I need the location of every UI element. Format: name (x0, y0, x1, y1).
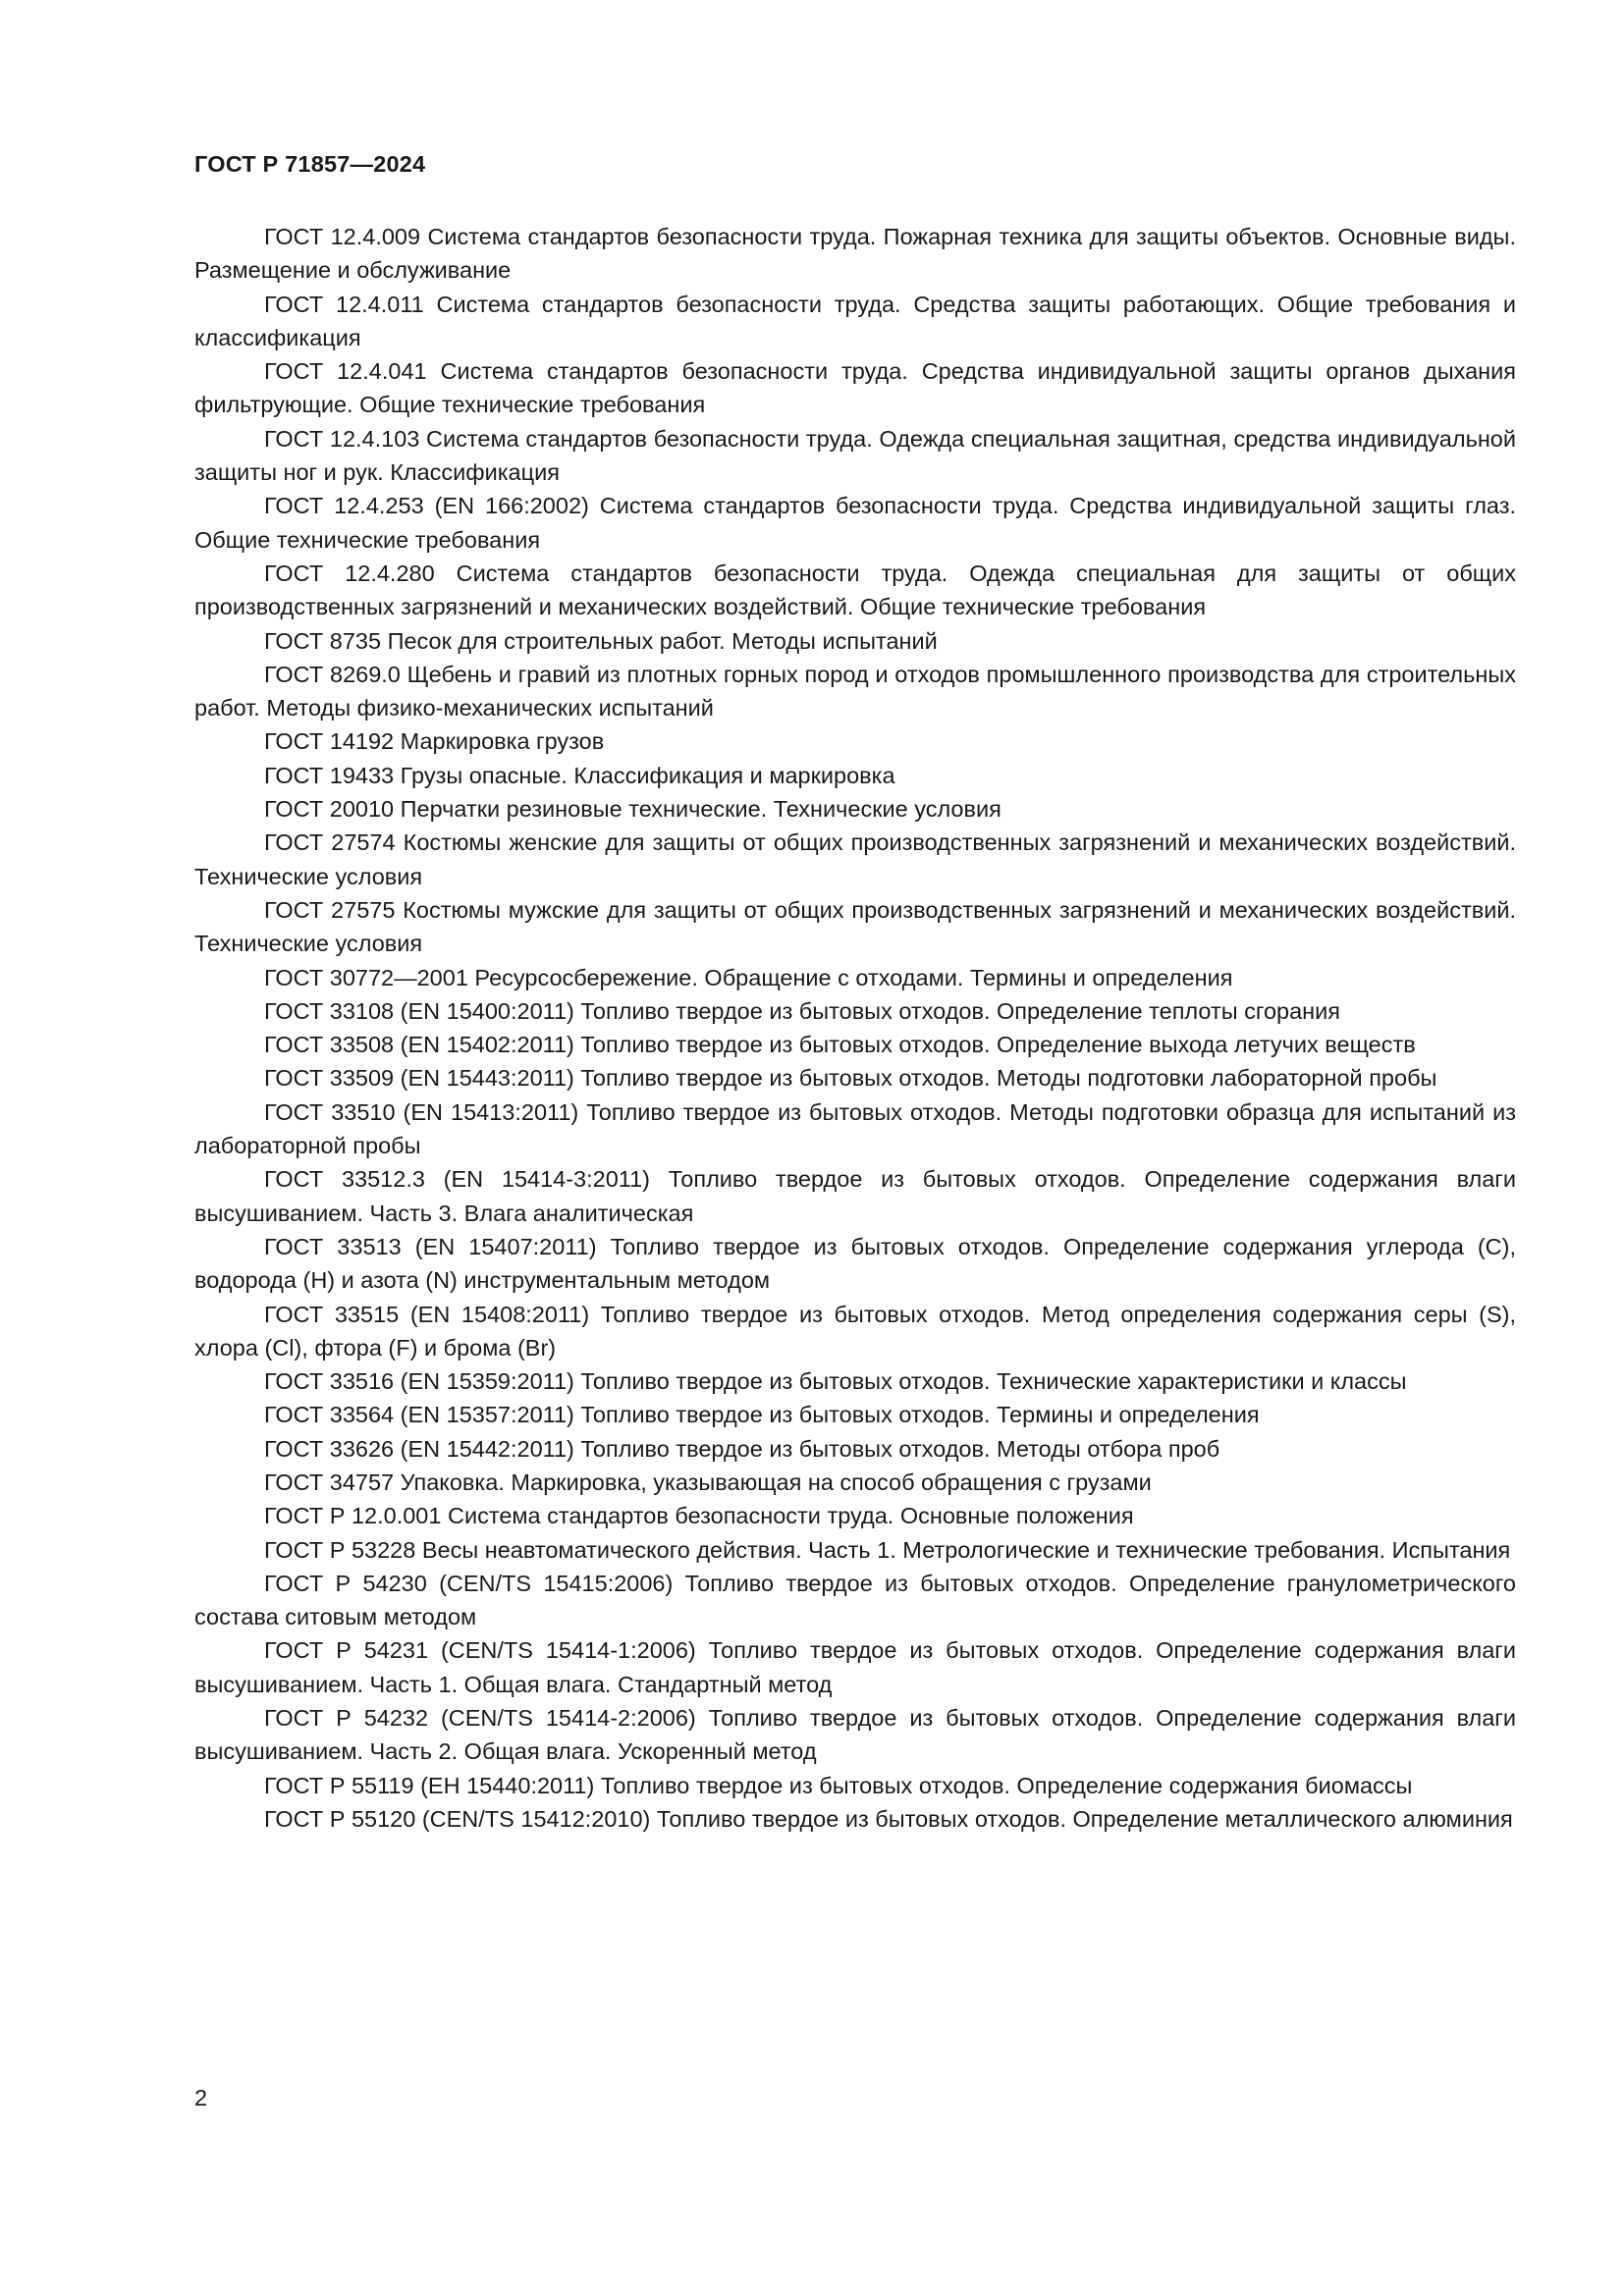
reference-entry (194, 792, 1516, 826)
reference-code: ГОСТ 33516 (EN 15359:2011) (264, 1368, 574, 1395)
reference-title: Перчатки резиновые технические. Технические условия (400, 796, 1001, 823)
reference-entry (194, 1701, 1516, 1769)
reference-entry (194, 826, 1516, 893)
reference-code: ГОСТ 33108 (EN 15400:2011) (264, 997, 574, 1024)
reference-title: Топливо твердое из бытовых отходов. Определение содержания влаги высушиванием. Часть 2. Общая влага. Ускоренный метод (194, 1705, 1516, 1765)
reference-code: ГОСТ 33510 (EN 15413:2011) (264, 1098, 579, 1125)
reference-code: ГОСТ 12.4.011 (264, 291, 424, 317)
reference-title: Система стандартов безопасности труда. Пожарная техника для защиты объектов. Основные виды. Размещение и обслуживание (194, 224, 1516, 284)
page-number: 2 (194, 2085, 208, 2110)
reference-title: Топливо твердое из бытовых отходов. Методы подготовки образца для испытаний из лабораторной пробы (194, 1098, 1516, 1159)
reference-entry (194, 759, 1516, 792)
reference-code: ГОСТ 8269.0 (264, 661, 401, 687)
reference-title: Топливо твердое из бытовых отходов. Метод определения содержания серы (S), хлора (Cl), фтора (F) и брома (Br) (194, 1301, 1517, 1361)
reference-entry (194, 658, 1516, 725)
reference-title: Топливо твердое из бытовых отходов. Методы подготовки лабораторной пробы (580, 1065, 1437, 1092)
reference-entry (194, 1162, 1516, 1230)
reference-title: Топливо твердое из бытовых отходов. Определение гранулометрического состава ситовым методом (194, 1570, 1516, 1630)
reference-entry (194, 354, 1516, 422)
reference-code: ГОСТ Р 55119 (ЕН 15440:2011) (264, 1772, 595, 1798)
reference-entry (194, 1769, 1516, 1802)
reference-title: Топливо твердое из бытовых отходов. Определение содержания биомассы (600, 1772, 1413, 1798)
reference-entry (194, 1499, 1516, 1532)
reference-code: ГОСТ 33515 (EN 15408:2011) (264, 1301, 590, 1327)
reference-code: ГОСТ 12.4.253 (EN 166:2002) (264, 493, 589, 519)
reference-code: ГОСТ Р 54231 (CEN/TS 15414-1:2006) (264, 1637, 696, 1664)
reference-title: Топливо твердое из бытовых отходов. Определение содержания углерода (C), водорода (H) и азота (N) инструментальным методом (194, 1233, 1517, 1294)
reference-entry (194, 220, 1516, 288)
reference-code: ГОСТ 30772—2001 (264, 964, 468, 990)
reference-title: Упаковка. Маркировка, указывающая на способ обращения с грузами (400, 1468, 1152, 1495)
reference-title: Грузы опасные. Классификация и маркировка (400, 762, 895, 788)
reference-entry (194, 1802, 1516, 1836)
reference-entry (194, 624, 1516, 658)
reference-code: ГОСТ 34757 (264, 1468, 395, 1495)
reference-entry (194, 893, 1516, 961)
reference-entry (194, 1398, 1516, 1431)
reference-entry (194, 1533, 1516, 1567)
reference-title: Система стандартов безопасности труда. Средства индивидуальной защиты глаз. Общие технические требования (194, 493, 1517, 553)
reference-code: ГОСТ Р 54230 (CEN/TS 15415:2006) (264, 1570, 674, 1596)
reference-code: ГОСТ Р 54232 (CEN/TS 15414-2:2006) (264, 1705, 696, 1732)
document-header-title: ГОСТ Р 71857—2024 (194, 151, 426, 177)
reference-title: Топливо твердое из бытовых отходов. Технические характеристики и классы (580, 1368, 1407, 1395)
reference-entry (194, 1364, 1516, 1398)
reference-code: ГОСТ 20010 (264, 796, 395, 823)
reference-entry (194, 724, 1516, 758)
reference-code: ГОСТ 33508 (EN 15402:2011) (264, 1032, 574, 1058)
reference-title: Система стандартов безопасности труда. Основные положения (447, 1503, 1134, 1529)
reference-title: Топливо твердое из бытовых отходов. Определение содержания влаги высушиванием. Часть 1. Общая влага. Стандартный метод (194, 1637, 1516, 1697)
reference-entry (194, 1230, 1516, 1298)
reference-entry (194, 1298, 1516, 1365)
reference-entry (194, 1061, 1516, 1095)
normative-references-list (194, 220, 1516, 1836)
reference-title: Топливо твердое из бытовых отходов. Термины и определения (580, 1402, 1260, 1428)
reference-title: Топливо твердое из бытовых отходов. Определение теплоты сгорания (580, 997, 1340, 1024)
reference-code: ГОСТ 19433 (264, 762, 395, 788)
reference-title: Костюмы женские для защиты от общих производственных загрязнений и механических воздействий. Технические условия (194, 829, 1517, 889)
reference-title: Система стандартов безопасности труда. Одежда специальная для защиты от общих производственных загрязнений и механических воздействий. Общие технические требования (194, 560, 1516, 620)
reference-title: Топливо твердое из бытовых отходов. Определение металлического алюминия (656, 1805, 1513, 1832)
reference-title: Маркировка грузов (400, 728, 605, 755)
reference-title: Костюмы мужские для защиты от общих производственных загрязнений и механических воздействий. Технические условия (194, 896, 1517, 957)
reference-entry (194, 1633, 1516, 1701)
reference-code: ГОСТ 33512.3 (EN 15414-3:2011) (264, 1166, 651, 1193)
reference-code: ГОСТ 12.4.280 (264, 560, 435, 586)
reference-entry (194, 994, 1516, 1028)
reference-title: Система стандартов безопасности труда. Одежда специальная защитная, средства индивидуальной защиты ног и рук. Классификация (194, 425, 1516, 486)
reference-code: ГОСТ Р 12.0.001 (264, 1503, 442, 1529)
reference-title: Топливо твердое из бытовых отходов. Определение содержания влаги высушиванием. Часть 3. Влага аналитическая (194, 1166, 1516, 1226)
reference-entry (194, 557, 1516, 624)
reference-entry (194, 961, 1516, 994)
reference-title: Топливо твердое из бытовых отходов. Определение выхода летучих веществ (580, 1032, 1416, 1058)
reference-code: ГОСТ 14192 (264, 728, 395, 755)
reference-title: Система стандартов безопасности труда. Средства индивидуальной защиты органов дыхания фильтрующие. Общие технические требования (194, 358, 1516, 418)
reference-code: ГОСТ 12.4.041 (264, 358, 427, 385)
reference-entry (194, 1095, 1516, 1163)
reference-title: Весы неавтоматического действия. Часть 1. Метрологические и технические требования. Испытания (421, 1536, 1511, 1563)
reference-title: Топливо твердое из бытовых отходов. Методы отбора проб (580, 1435, 1220, 1462)
reference-entry (194, 1432, 1516, 1466)
reference-code: ГОСТ 27574 (264, 829, 396, 856)
reference-entry (194, 288, 1516, 355)
reference-code: ГОСТ 33509 (EN 15443:2011) (264, 1065, 574, 1092)
reference-title: Ресурсосбережение. Обращение с отходами. Термины и определения (474, 964, 1233, 990)
reference-code: ГОСТ Р 53228 (264, 1536, 416, 1563)
reference-code: ГОСТ 12.4.103 (264, 425, 420, 452)
reference-title: Щебень и гравий из плотных горных пород и отходов промышленного производства для строительных работ. Методы физико-механических испытаний (194, 661, 1516, 721)
reference-entry (194, 1028, 1516, 1061)
reference-entry (194, 1567, 1516, 1634)
reference-entry (194, 422, 1516, 490)
reference-entry (194, 489, 1516, 557)
reference-code: ГОСТ Р 55120 (CEN/TS 15412:2010) (264, 1805, 651, 1832)
reference-entry (194, 1466, 1516, 1499)
reference-code: ГОСТ 33513 (EN 15407:2011) (264, 1233, 597, 1259)
reference-title: Песок для строительных работ. Методы испытаний (387, 627, 938, 654)
reference-code: ГОСТ 33564 (EN 15357:2011) (264, 1402, 574, 1428)
reference-code: ГОСТ 33626 (EN 15442:2011) (264, 1435, 574, 1462)
reference-code: ГОСТ 12.4.009 (264, 224, 421, 249)
reference-code: ГОСТ 27575 (264, 896, 396, 923)
reference-code: ГОСТ 8735 (264, 627, 382, 654)
reference-title: Система стандартов безопасности труда. Средства защиты работающих. Общие требования и классификация (194, 291, 1517, 350)
